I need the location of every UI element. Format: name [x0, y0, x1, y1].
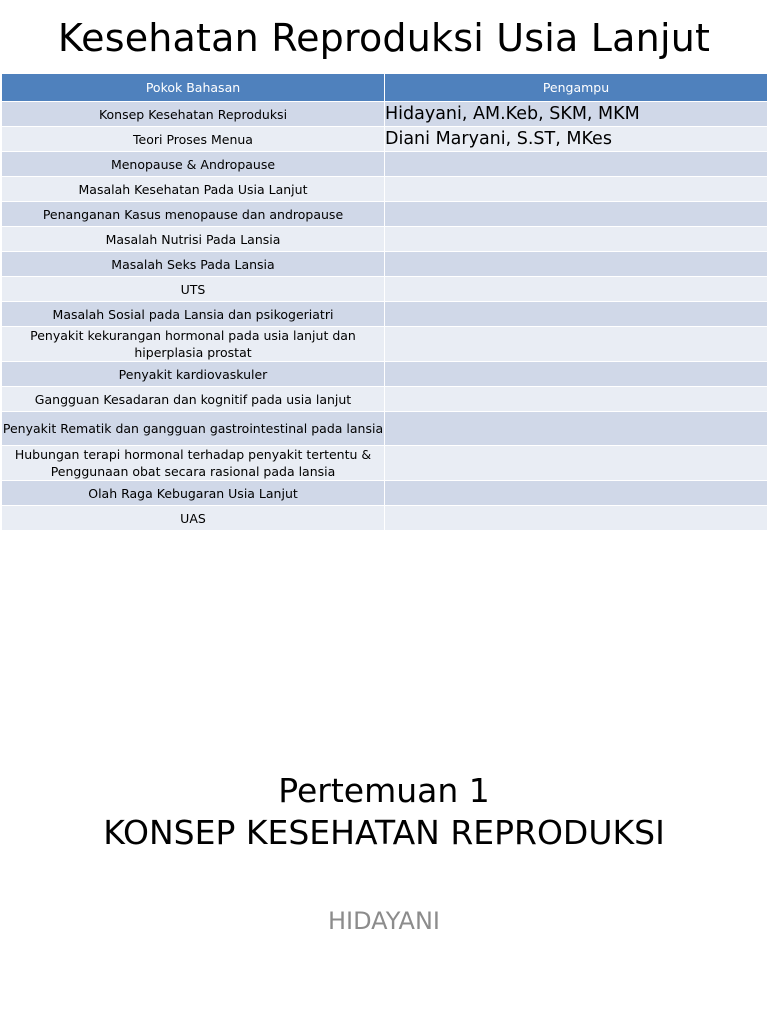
topic-cell: Masalah Kesehatan Pada Usia Lanjut	[2, 177, 385, 202]
table-row	[2, 152, 768, 177]
slide-title: Kesehatan Reproduksi Usia Lanjut	[57, 16, 711, 60]
topic-cell: Masalah Nutrisi Pada Lansia	[2, 227, 385, 252]
lecturer-cell	[385, 252, 768, 277]
table-row	[2, 446, 768, 481]
table-row	[2, 227, 768, 252]
table-row	[2, 177, 768, 202]
lecturer-cell	[385, 506, 768, 531]
lecturer-cell	[385, 302, 768, 327]
topic-cell: Penyakit Rematik dan gangguan gastrointestinal pada lansia	[2, 412, 385, 446]
slide-2	[0, 740, 768, 1024]
table-row	[2, 362, 768, 387]
table-body	[2, 102, 768, 531]
table-row	[2, 387, 768, 412]
meeting-topic: KONSEP KESEHATAN REPRODUKSI	[103, 813, 665, 852]
topic-cell: Penyakit kardiovaskuler	[2, 362, 385, 387]
table-row	[2, 202, 768, 227]
topic-cell: Masalah Sosial pada Lansia dan psikogeriatri	[2, 302, 385, 327]
topic-cell: Penanganan Kasus menopause dan andropause	[2, 202, 385, 227]
topic-cell: Konsep Kesehatan Reproduksi	[2, 102, 385, 127]
topic-cell: Penyakit kekurangan hormonal pada usia lanjut dan hiperplasia prostat	[2, 327, 385, 362]
table-row	[2, 127, 768, 152]
topic-cell: UTS	[2, 277, 385, 302]
lecturer-cell	[385, 362, 768, 387]
lecturer-cell	[385, 327, 768, 362]
lecturer-cell	[385, 227, 768, 252]
topic-cell: Masalah Seks Pada Lansia	[2, 252, 385, 277]
presenter-name: HIDAYANI	[328, 907, 440, 935]
column-header-topic: Pokok Bahasan	[2, 74, 385, 102]
table-row	[2, 506, 768, 531]
lecturer-cell	[385, 387, 768, 412]
topic-cell: Teori Proses Menua	[2, 127, 385, 152]
syllabus-table	[1, 73, 768, 531]
topic-cell: Menopause & Andropause	[2, 152, 385, 177]
topic-cell: Gangguan Kesadaran dan kognitif pada usia lanjut	[2, 387, 385, 412]
lecturer-cell	[385, 277, 768, 302]
table-row	[2, 327, 768, 362]
table-header-row	[2, 74, 768, 102]
table-row	[2, 277, 768, 302]
topic-cell: UAS	[2, 506, 385, 531]
lecturer-cell	[385, 412, 768, 446]
meeting-number: Pertemuan 1	[278, 771, 490, 810]
topic-cell: Hubungan terapi hormonal terhadap penyakit tertentu & Penggunaan obat secara rasional pada lansia	[2, 446, 385, 481]
meeting-title	[0, 770, 768, 854]
table-row	[2, 252, 768, 277]
lecturer-cell	[385, 446, 768, 481]
table-row	[2, 102, 768, 127]
lecturer-cell	[385, 177, 768, 202]
lecturer-cell	[385, 152, 768, 177]
table-row	[2, 302, 768, 327]
lecturer-cell	[385, 481, 768, 506]
lecturer-cell	[385, 202, 768, 227]
table-row	[2, 481, 768, 506]
topic-cell: Olah Raga Kebugaran Usia Lanjut	[2, 481, 385, 506]
lecturer-cell: Hidayani, AM.Keb, SKM, MKM	[385, 102, 768, 127]
column-header-lecturer: Pengampu	[385, 74, 768, 102]
table-row	[2, 412, 768, 446]
lecturer-cell: Diani Maryani, S.ST, MKes	[385, 127, 768, 152]
